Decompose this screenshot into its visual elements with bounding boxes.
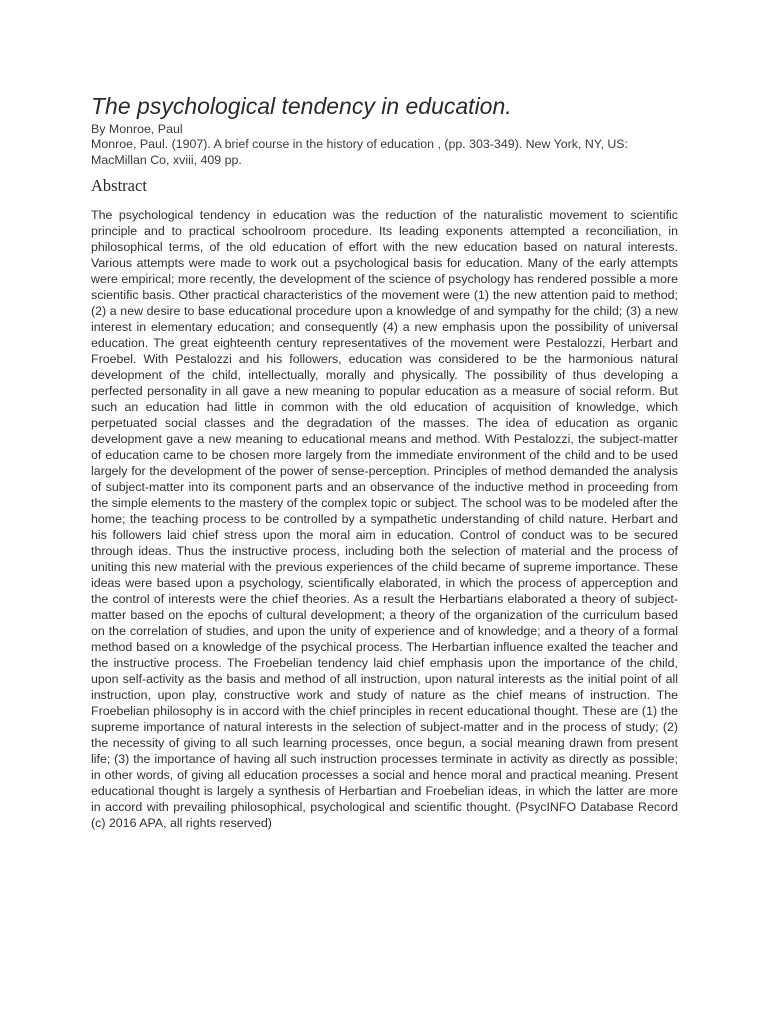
abstract-body: The psychological tendency in education was the reduction of the naturalistic movement to scientific principle and to practical schoolroom procedure. Its leading exponents attempted a reconciliation, in philosophical terms, of the old education of effort with the new education based on natural interests. Various attempts were made to work out a psychological basis for education. Many of the early attempts were empirical; more recently, the development of the science of psychology has rendered possible a more scientific basis. Other practical characteristics of the movement were (1) the new attention paid to method; (2) a new desire to base educational procedure upon a knowledge of and sympathy for the child; (3) a new interest in elementary education; and consequently (4) a new emphasis upon the possibility of universal education. The great eighteenth century representatives of the movement were Pestalozzi, Herbart and Froebel. With Pestalozzi and his followers, education was considered to be the harmonious natural development of the child, intellectually, morally and physically. The possibility of thus developing a perfected personality in all gave a new meaning to popular education as a measure of social reform. But such an education had little in common with the old education of acquisition of knowledge, which perpetuated social classes and the degradation of the masses. The idea of education as organic development gave a new meaning to educational means and method. With Pestalozzi, the subject-matter of education came to be chosen more largely from the immediate environment of the child and to be used largely for the development of the power of sense-perception. Principles of method demanded the analysis of subject-matter into its component parts and an observance of the inductive method in proceeding from the simple elements to the mastery of the complex topic or subject. The school was to be modeled after the home; the teaching process to be controlled by a sympathetic understanding of child nature. Herbart and his followers laid chief stress upon the moral aim in education. Control of conduct was to be secured through ideas. Thus the instructive process, including both the selection of material and the process of uniting this new material with the previous experiences of the child became of supreme importance. These ideas were based upon a psychology, scientifically elaborated, in which the process of apperception and the control of interests were the chief theories. As a result the Herbartians elaborated a theory of subject-matter based on the epochs of cultural development; a theory of the organization of the curriculum based on the correlation of studies, and upon the unity of experience and of knowledge; and a theory of a formal method based on a knowledge of the psychical process. The Herbartian influence exalted the teacher and the instructive process. The Froebelian tendency laid chief emphasis upon the importance of the child, upon self-activity as the basis and method of all instruction, upon natural interests as the initial point of all instruction, upon play, constructive work and study of nature as the chief means of instruction. The Froebelian philosophy is in accord with the chief principles in recent educational thought. These are (1) the supreme importance of natural interests in the selection of subject-matter and in the process of study; (2) the necessity of giving to all such learning processes, once begun, a social meaning drawn from present life; (3) the importance of having all such instruction processes terminate in activity as directly as possible; in other words, of giving all education processes a social and hence moral and practical meaning. Present educational thought is largely a synthesis of Herbartian and Froebelian ideas, in which the latter are more in accord with prevailing philosophical, psychological and scientific thought. (PsycINFO Database Record (c) 2016 APA, all rights reserved) bbox=[91, 208, 678, 830]
document-title: The psychological tendency in education. bbox=[91, 93, 512, 119]
author-byline: By Monroe, Paul bbox=[91, 122, 183, 136]
abstract-heading: Abstract bbox=[91, 176, 147, 195]
citation-text: Monroe, Paul. (1907). A brief course in the history of education , (pp. 303-349). New York, NY, US: MacMillan Co, xviii, 409 pp. bbox=[91, 137, 628, 167]
